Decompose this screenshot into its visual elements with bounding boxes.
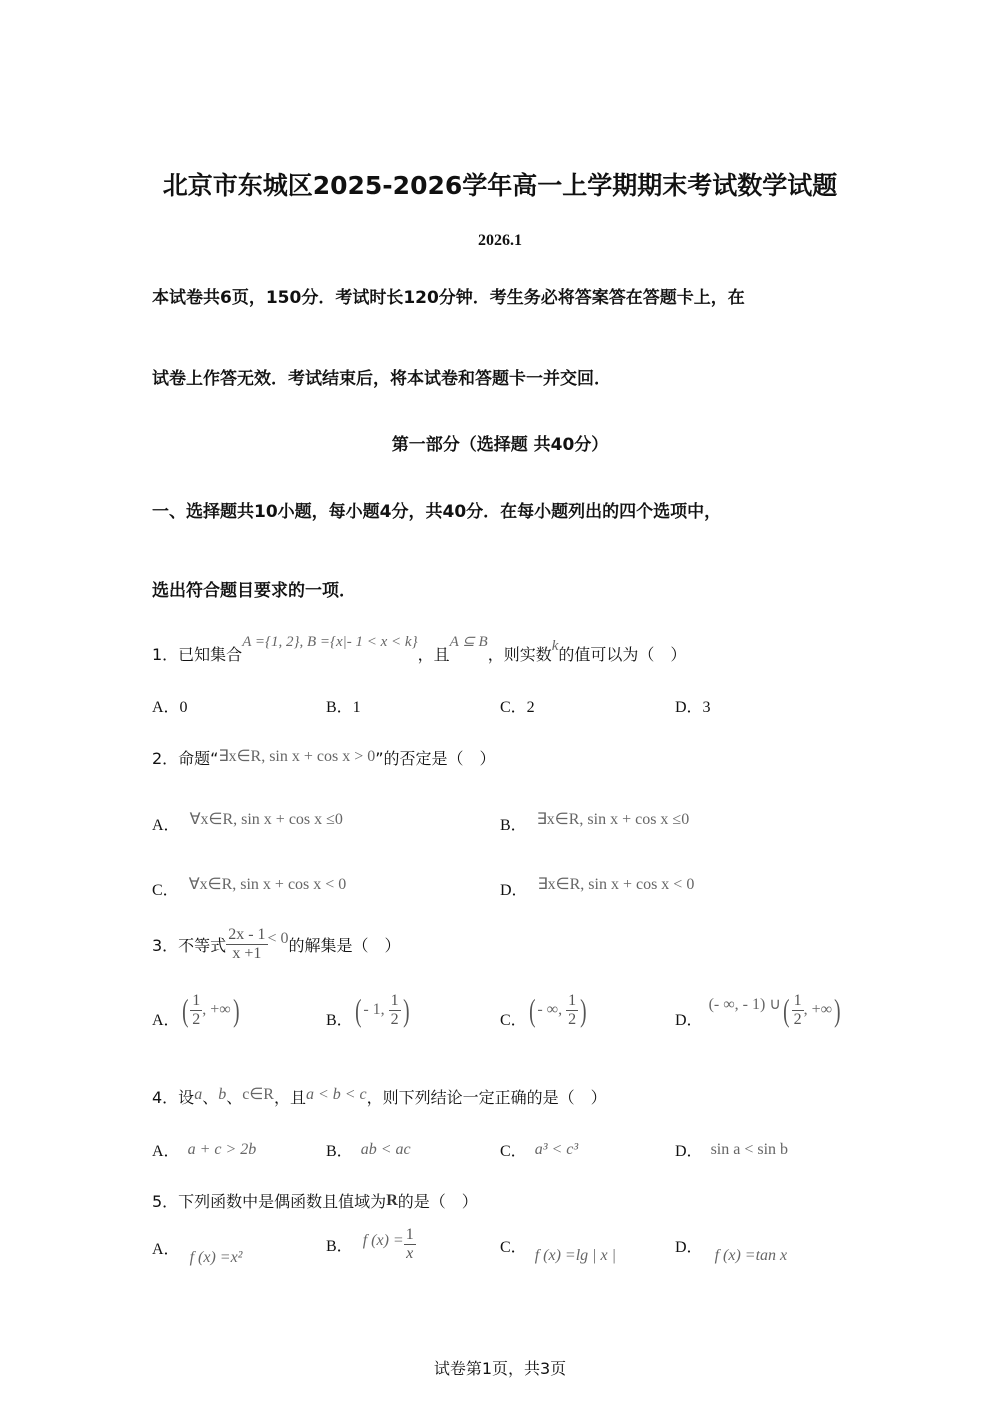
q3-d-den: 2: [793, 1010, 802, 1028]
question-1: [152, 634, 687, 665]
q1-math-k: k: [551, 638, 559, 654]
q3-d-right-paren: ): [834, 992, 841, 1028]
q4-option-c-label: C．: [500, 1143, 527, 1160]
instructions-line-2: 试卷上作答无效．考试结束后，将本试卷和答题卡一并交回．: [152, 369, 611, 389]
q2-option-b: [500, 812, 689, 835]
q1-mid2: ，则实数: [487, 645, 552, 664]
q1-prefix: 1．已知集合: [152, 645, 243, 664]
q4-option-c-math: a³ < c³: [534, 1141, 579, 1158]
q2-math: ∃x∈R, sin x + cos x > 0: [218, 748, 376, 765]
q3-option-c: [500, 990, 589, 1040]
q3-suffix: 的解集是（ ）: [288, 936, 401, 955]
q2-option-d-math: ∃x∈R, sin x + cos x < 0: [537, 876, 695, 893]
q1-math-sets: A ={1, 2}, B ={x|- 1 < x < k}: [242, 634, 418, 650]
q5-option-b-label: B．: [326, 1238, 353, 1255]
q5-option-b-pre: f (x) =: [362, 1231, 404, 1249]
q1-option-a: A．0: [152, 699, 188, 716]
q5-option-a-label: A．: [152, 1241, 180, 1258]
q3-b-num: 1: [390, 991, 399, 1009]
q4-option-d-math: sin a < sin b: [710, 1141, 789, 1158]
page-footer: 试卷第1页，共3页: [433, 1359, 567, 1378]
q3-option-b-label: B．: [326, 1012, 353, 1029]
q1-option-c: C．2: [500, 699, 535, 716]
q5-r-symbol: R: [386, 1192, 398, 1209]
q4-c-in-r: c∈R: [242, 1086, 274, 1103]
question-2: [152, 746, 496, 769]
q3-a-den: 2: [192, 1010, 201, 1028]
q3-numerator: 2x - 1: [228, 926, 266, 943]
q3-a-num: 1: [192, 991, 201, 1009]
q5-option-b: [326, 1226, 416, 1272]
q3-d-fraction: [792, 992, 804, 1029]
q2-suffix: ”的否定是（ ）: [375, 749, 496, 768]
q4-option-d: [675, 1138, 788, 1161]
q3-a-fraction: [190, 992, 202, 1029]
q3-fraction: [226, 926, 267, 963]
q3-option-a-label: A．: [152, 1012, 180, 1029]
q3-c-left-paren: (: [528, 992, 536, 1028]
q5-option-c-math: f (x) =lg | x |: [534, 1247, 617, 1264]
q4-option-b: [326, 1138, 411, 1161]
q5-option-d-label: D．: [675, 1239, 703, 1256]
q3-relation: < 0: [267, 929, 289, 947]
q2-option-d-label: D．: [500, 882, 528, 899]
q3-d-num: 1: [793, 991, 802, 1009]
q3-b-fraction: [389, 992, 401, 1029]
instructions-line-1: 本试卷共6页，150分．考试时长120分钟．考生务必将答案答在答题卡上，在: [152, 288, 745, 308]
q5-option-d: [675, 1240, 787, 1263]
exam-date: 2026.1: [478, 232, 522, 249]
q5-option-a-math: f (x) =x²: [189, 1249, 243, 1266]
q4-option-b-math: ab < ac: [360, 1141, 411, 1158]
q3-c-den: 2: [568, 1010, 577, 1028]
q4-option-b-label: B．: [326, 1143, 353, 1160]
q4-var-b: b: [218, 1086, 227, 1103]
q4-var-a: a: [194, 1086, 203, 1103]
q4-suffix: ，则下列结论一定正确的是（ ）: [366, 1088, 607, 1107]
q3-option-c-label: C．: [500, 1012, 527, 1029]
q3-option-d: [675, 990, 843, 1040]
q4-sep2: 、: [226, 1088, 243, 1107]
q4-condition: a < b < c: [305, 1086, 367, 1103]
q5-b-den: x: [406, 1245, 414, 1262]
q5-option-c: [500, 1240, 616, 1263]
q3-prefix: 3．不等式: [152, 936, 227, 955]
q3-a-right-paren: ): [232, 992, 240, 1028]
q2-option-c-label: C．: [152, 882, 179, 899]
q3-c-pre: - ∞,: [537, 1001, 567, 1018]
section-heading-line-1: 一、选择题共10小题，每小题4分，共40分．在每小题列出的四个选项中，: [152, 502, 722, 522]
question-4: [152, 1085, 607, 1108]
q3-c-fraction: [566, 992, 578, 1029]
q3-option-a: [152, 990, 241, 1040]
q2-option-b-label: B．: [500, 817, 527, 834]
question-3: [152, 926, 401, 963]
q4-option-c: [500, 1138, 578, 1161]
q3-option-b: [326, 990, 411, 1040]
page-title: 北京市东城区2025-2026学年高一上学期期末考试数学试题: [162, 171, 838, 200]
section-heading-line-2: 选出符合题目要求的一项．: [152, 581, 356, 601]
q1-mid: ，且: [417, 645, 450, 664]
question-5: [152, 1189, 478, 1212]
q1-math-subset: A ⊆ B: [449, 634, 488, 650]
q3-b-left-paren: (: [354, 992, 362, 1028]
q1-suffix: 的值可以为（ ）: [558, 645, 687, 664]
q3-b-right-paren: ): [402, 992, 410, 1028]
q5-option-c-label: C．: [500, 1239, 527, 1256]
q4-mid: ，且: [273, 1088, 306, 1107]
q2-option-d: [500, 877, 694, 900]
q2-option-c: [152, 877, 346, 900]
q4-prefix: 4．设: [152, 1088, 195, 1107]
q3-a-post: , +∞: [202, 1001, 231, 1018]
q4-option-a-label: A．: [152, 1143, 180, 1160]
q3-c-right-paren: ): [580, 992, 587, 1028]
q1-option-b: B．1: [326, 699, 361, 716]
q2-prefix: 2．命题“: [152, 749, 219, 768]
q5-prefix: 5．下列函数中是偶函数且值域为: [152, 1192, 387, 1211]
q3-d-left-paren: (: [783, 992, 790, 1028]
q2-option-c-math: ∀x∈R, sin x + cos x < 0: [188, 876, 347, 893]
q4-option-d-label: D．: [675, 1143, 703, 1160]
q2-option-a-label: A．: [152, 817, 180, 834]
q3-d-post: , +∞: [803, 1001, 833, 1018]
q5-option-a: [152, 1236, 242, 1276]
q3-denominator: x +1: [232, 945, 262, 962]
q2-option-a-math: ∀x∈R, sin x + cos x ≤0: [189, 811, 343, 828]
q4-option-a: [152, 1138, 256, 1161]
q3-c-num: 1: [568, 991, 577, 1009]
q4-sep1: 、: [202, 1088, 219, 1107]
q3-option-d-label: D．: [675, 1012, 703, 1029]
q3-b-pre: - 1,: [363, 1001, 389, 1018]
q2-option-b-math: ∃x∈R, sin x + cos x ≤0: [536, 811, 690, 828]
q2-option-a: [152, 812, 343, 835]
q3-b-den: 2: [390, 1010, 399, 1028]
q4-option-a-math: a + c > 2b: [187, 1141, 257, 1158]
q5-b-fraction: [404, 1226, 416, 1263]
part-heading: 第一部分（选择题 共40分）: [391, 435, 609, 455]
q5-suffix: 的是（ ）: [397, 1192, 478, 1211]
q3-a-left-paren: (: [181, 992, 189, 1028]
q1-option-d: D．3: [675, 699, 711, 716]
q5-option-d-math: f (x) =tan x: [714, 1247, 788, 1264]
q3-d-outer: (- ∞, - 1) ∪: [708, 996, 781, 1013]
q5-b-num: 1: [405, 1226, 414, 1243]
